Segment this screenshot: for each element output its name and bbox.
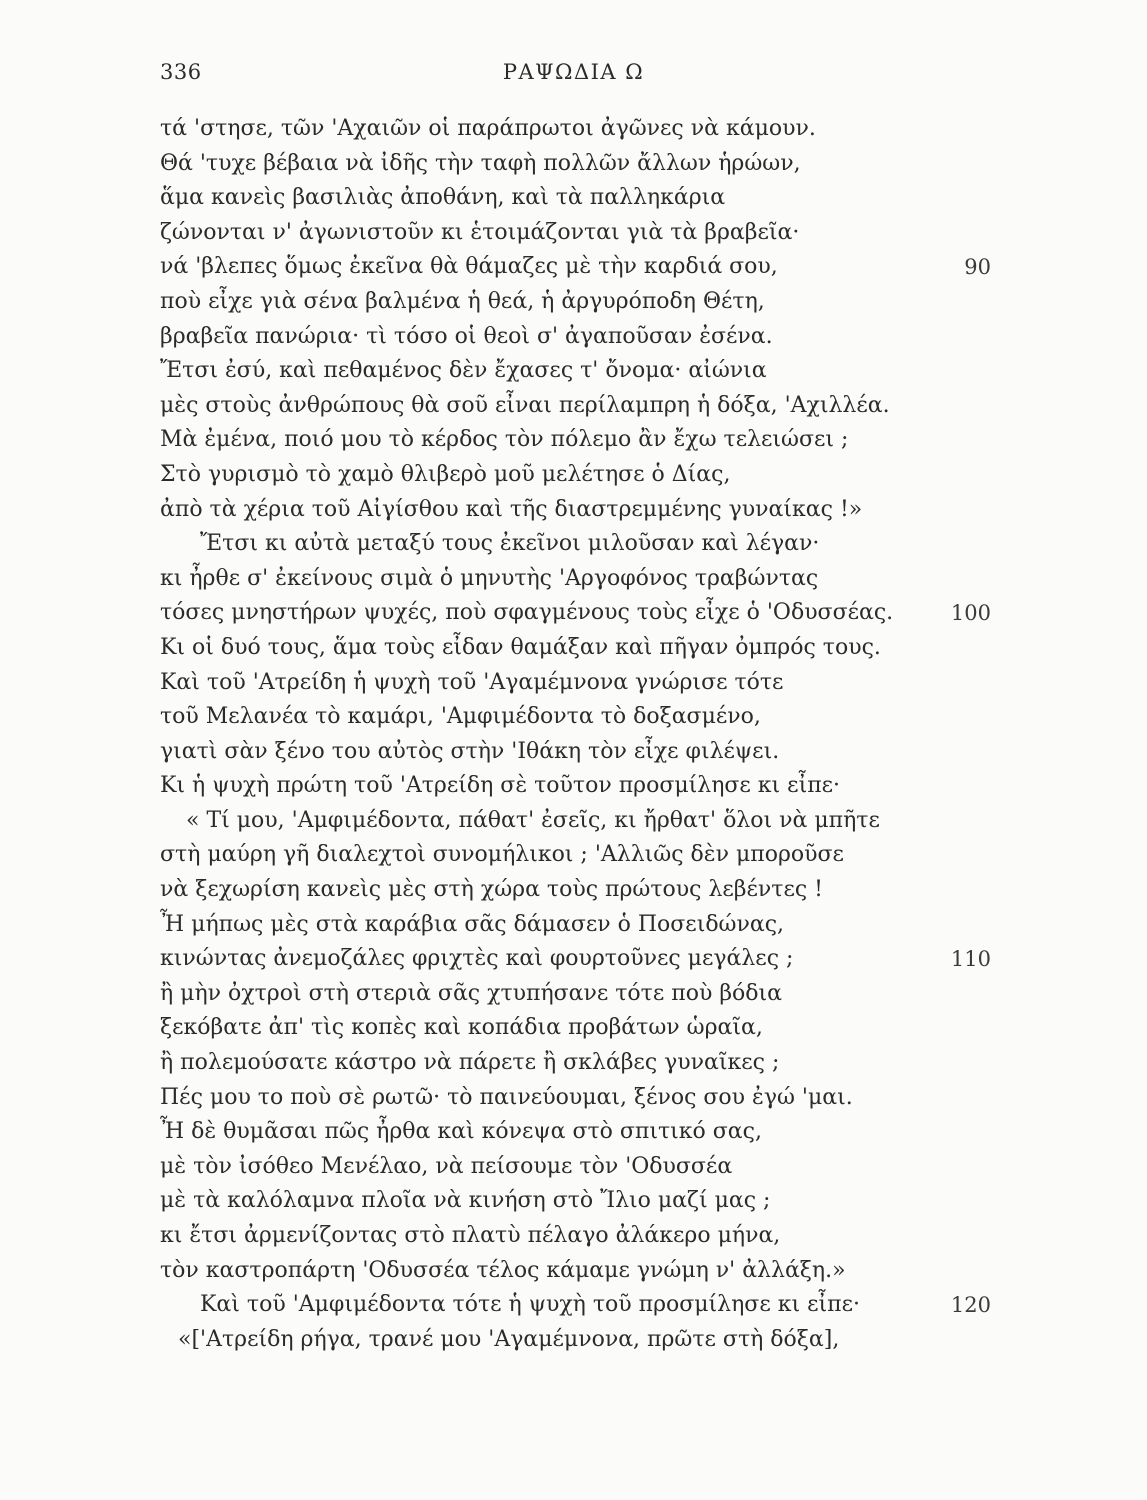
- verse-text: κινώντας ἀνεμοζάλες φριχτὲς καὶ φουρτοῦνες μεγάλες ;: [160, 946, 794, 972]
- verse-text: κι ἦρθε σ' ἐκείνους σιμὰ ὁ μηνυτὴς 'Αργοφόνος τραβώντας: [160, 565, 819, 591]
- verse-text: κι ἔτσι ἀρμενίζοντας στὸ πλατὺ πέλαγο ἀλάκερο μήνα,: [160, 1223, 781, 1248]
- verse-line: [0, 769, 1147, 804]
- line-number: 90: [964, 255, 991, 280]
- verse-text: Κι ἡ ψυχὴ πρώτη τοῦ 'Ατρείδη σὲ τοῦτον προσμίλησε κι εἶπε·: [160, 773, 841, 799]
- verse-line: [0, 216, 1147, 251]
- verse-text: ζώνονται ν' ἀγωνιστοῦν κι ἑτοιμάζονται γιὰ τὰ βραβεῖα·: [160, 219, 800, 245]
- verse-line: [0, 1184, 1147, 1219]
- verse-text: μὲς στοὺς ἀνθρώπους θὰ σοῦ εἶναι περίλαμπρη ἡ δόξα, 'Αχιλλέα.: [160, 392, 890, 418]
- verse-line: [0, 908, 1147, 943]
- page-number: 336: [160, 60, 202, 84]
- verse-text: ἀπὸ τὰ χέρια τοῦ Αἰγίσθου καὶ τῆς διαστρεμμένης γυναίκας !»: [160, 496, 863, 522]
- verse-text: Πές μου το ποὺ σὲ ρωτῶ· τὸ παινεύουμαι, ξένος σου ἐγώ 'μαι.: [160, 1084, 853, 1110]
- verse-text: ποὺ εἶχε γιὰ σένα βαλμένα ἡ θεά, ἡ ἀργυρόποδη Θέτη,: [160, 288, 765, 314]
- verse-text: «['Ατρείδη ρήγα, τρανέ μου 'Αγαμέμνονα, πρῶτε στὴ δόξα],: [178, 1326, 840, 1352]
- verse-line: [0, 942, 1147, 977]
- verse-line: [0, 700, 1147, 735]
- verse-line: [0, 596, 1147, 631]
- verse-text: μὲ τὸν ἰσόθεο Μενέλαο, νὰ πείσουμε τὸν 'Οδυσσέα: [160, 1153, 733, 1179]
- line-number: 100: [950, 601, 991, 626]
- verse-text: τοῦ Μελανέα τὸ καμάρι, 'Αμφιμέδοντα τὸ δοξασμένο,: [160, 704, 761, 730]
- verse-text: Ἦ δὲ θυμᾶσαι πῶς ἦρθα καὶ κόνεψα στὸ σπιτικό σας,: [160, 1119, 762, 1145]
- verse-line: [0, 181, 1147, 216]
- verse-line: [0, 666, 1147, 701]
- verse-line: [0, 1254, 1147, 1289]
- verse-text: Καὶ τοῦ 'Ατρείδη ἡ ψυχὴ τοῦ 'Αγαμέμνονα γνώρισε τότε: [160, 669, 784, 695]
- verse-line: [0, 250, 1147, 285]
- verse-line: [0, 1323, 1147, 1358]
- verse-line: [0, 977, 1147, 1012]
- verse-text: Καὶ τοῦ 'Αμφιμέδοντα τότε ἡ ψυχὴ τοῦ προσμίλησε κι εἶπε·: [200, 1292, 860, 1318]
- verse-line: [0, 493, 1147, 528]
- verse-text: νὰ ξεχωρίση κανεὶς μὲς στὴ χώρα τοὺς πρώτους λεβέντες !: [160, 877, 824, 903]
- verse-text: βραβεῖα πανώρια· τὶ τόσο οἱ θεοὶ σ' ἀγαποῦσαν ἐσένα.: [160, 323, 773, 349]
- verse-text: Θά 'τυχε βέβαια νὰ ἰδῆς τὴν ταφὴ πολλῶν ἄλλων ἡρώων,: [160, 150, 801, 176]
- verse-line: [0, 354, 1147, 389]
- verse-line: [0, 1150, 1147, 1185]
- running-title: ΡΑΨΩΔΙΑ Ω: [502, 60, 645, 84]
- verse-text: νά 'βλεπες ὅμως ἐκεῖνα θὰ θάμαζες μὲ τὴν καρδιά σου,: [160, 254, 778, 280]
- verse-text: μὲ τὰ καλόλαμνα πλοῖα νὰ κινήση στὸ Ἴλιο μαζί μας ;: [160, 1188, 771, 1214]
- verse-line: [0, 735, 1147, 770]
- verse-line: [0, 285, 1147, 320]
- verse-line: [0, 320, 1147, 355]
- verse-text: Κι οἱ δυό τους, ἅμα τοὺς εἶδαν θαμάξαν καὶ πῆγαν ὀμπρός τους.: [160, 634, 881, 660]
- verse-text: Ἔτσι κι αὐτὰ μεταξύ τους ἐκεῖνοι μιλοῦσαν καὶ λέγαν·: [200, 531, 820, 557]
- verse-text: τά 'στησε, τῶν 'Αχαιῶν οἱ παράπρωτοι ἀγῶνες νὰ κάμουν.: [160, 116, 816, 141]
- verse-line: [0, 112, 1147, 147]
- verse-lines: [0, 112, 1147, 1357]
- verse-line: [0, 1288, 1147, 1323]
- verse-text: Στὸ γυρισμὸ τὸ χαμὸ θλιβερὸ μοῦ μελέτησε ὁ Δίας,: [160, 461, 731, 487]
- verse-text: γιατὶ σὰν ξένο του αὐτὸς στὴν 'Ιθάκη τὸν εἶχε φιλέψει.: [160, 738, 780, 764]
- line-number: 120: [950, 1293, 991, 1318]
- verse-line: [0, 631, 1147, 666]
- verse-line: [0, 423, 1147, 458]
- verse-line: [0, 1081, 1147, 1116]
- verse-line: [0, 458, 1147, 493]
- verse-text: τόσες μνηστήρων ψυχές, ποὺ σφαγμένους τοὺς εἶχε ὁ 'Οδυσσέας.: [160, 600, 894, 626]
- verse-line: [0, 527, 1147, 562]
- verse-text: « Τί μου, 'Αμφιμέδοντα, πάθατ' ἐσεῖς, κι ἤρθατ' ὅλοι νὰ μπῆτε: [186, 807, 880, 833]
- verse-text: ἅμα κανεὶς βασιλιὰς ἀποθάνη, καὶ τὰ παλληκάρια: [160, 185, 726, 211]
- verse-line: [0, 873, 1147, 908]
- verse-text: Ἦ μήπως μὲς στὰ καράβια σᾶς δάμασεν ὁ Ποσειδώνας,: [160, 911, 785, 937]
- verse-text: Μὰ ἐμένα, ποιό μου τὸ κέρδος τὸν πόλεμο ἂν ἔχω τελειώσει ;: [160, 427, 849, 453]
- verse-line: [0, 1115, 1147, 1150]
- verse-text: ξεκόβατε ἀπ' τὶς κοπὲς καὶ κοπάδια προβάτων ὡραῖα,: [160, 1015, 763, 1041]
- line-number: 110: [950, 947, 991, 972]
- page-header: [0, 60, 1147, 92]
- verse-line: [0, 838, 1147, 873]
- verse-text: τὸν καστροπάρτη 'Οδυσσέα τέλος κάμαμε γνώμη ν' ἀλλάξη.»: [160, 1257, 846, 1283]
- verse-line: [0, 804, 1147, 839]
- verse-text: ἢ μὴν ὀχτροὶ στὴ στεριὰ σᾶς χτυπήσανε τότε ποὺ βόδια: [160, 980, 783, 1006]
- verse-line: [0, 1011, 1147, 1046]
- verse-line: [0, 389, 1147, 424]
- verse-line: [0, 562, 1147, 597]
- verse-text: στὴ μαύρη γῆ διαλεχτοὶ συνομήλικοι ; 'Αλλιῶς δὲν μποροῦσε: [160, 842, 844, 868]
- verse-text: Ἔτσι ἐσύ, καὶ πεθαμένος δὲν ἔχασες τ' ὄνομα· αἰώνια: [160, 358, 767, 384]
- verse-line: [0, 1046, 1147, 1081]
- verse-text: ἢ πολεμούσατε κάστρο νὰ πάρετε ἢ σκλάβες γυναῖκες ;: [160, 1050, 780, 1076]
- verse-line: [0, 1219, 1147, 1254]
- verse-line: [0, 147, 1147, 182]
